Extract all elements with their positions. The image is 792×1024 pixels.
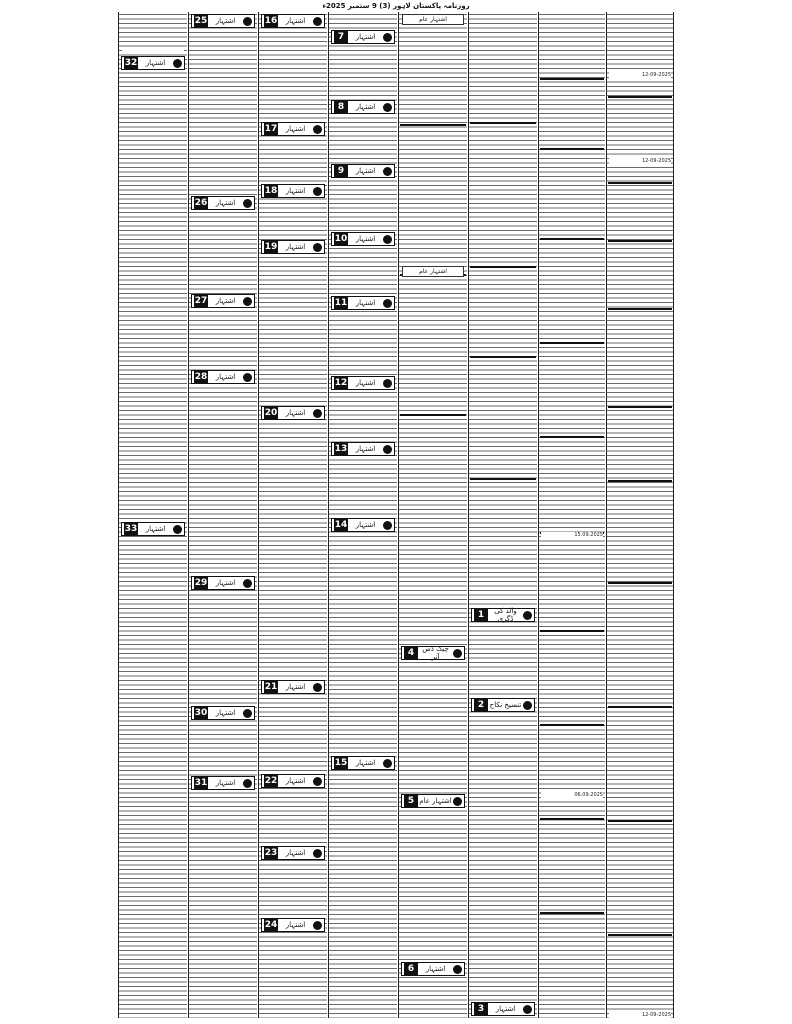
text-block [329,12,397,1018]
emblem-icon [173,525,182,534]
section-number: 7 [334,30,348,44]
text-block [469,12,537,1018]
section-title: والد کی ڈگری [494,607,517,623]
emblem-icon [173,59,182,68]
emblem-icon [243,297,252,306]
section-number: 22 [264,776,278,786]
section-number: 1 [474,608,488,622]
emblem-icon [313,17,322,26]
rule [608,182,672,184]
section-number: 15 [334,758,348,768]
emblem-icon [383,379,392,388]
rule [608,308,672,310]
section-title: اشتہار [425,965,446,973]
emblem-icon [313,849,322,858]
emblem-icon [453,797,462,806]
section-number: 27 [194,296,208,306]
emblem-icon [383,167,392,176]
section-header-25 [191,14,255,28]
rule [540,78,604,80]
text-block [539,12,605,1018]
subheading: اشتہار عام [402,14,464,25]
section-header-8 [331,100,395,114]
emblem-icon [313,187,322,196]
section-header-14 [331,518,395,532]
section-number: 33 [124,524,138,534]
rule [608,240,672,242]
rule [540,912,604,914]
emblem-icon [383,521,392,530]
emblem-icon [523,701,532,710]
section-number: 14 [334,520,348,530]
emblem-icon [383,33,392,42]
section-title: اشتہار [215,297,236,305]
section-number: 20 [264,408,278,418]
section-header-20 [261,406,325,420]
section-title: اشتہار [355,103,376,111]
section-title: چیک ڈس آنر [422,645,449,661]
emblem-icon [243,373,252,382]
emblem-icon [243,17,252,26]
masthead-text: روزنامہ پاکستان لاہور (3) 9 ستمبر 2025ء [322,2,470,10]
rule [540,818,604,820]
section-header-11 [331,296,395,310]
rule [540,724,604,726]
date-stamp: 12-09-2025 [609,1012,671,1018]
emblem-icon [243,579,252,588]
section-title: اشتہار [355,379,376,387]
emblem-icon [383,235,392,244]
section-header-29 [191,576,255,590]
section-title: اشتہار [355,235,376,243]
section-number: 5 [404,794,418,808]
section-number: 31 [194,778,208,788]
date-stamp: 12-09-2025 [609,158,671,165]
rule [540,148,604,150]
text-block [119,12,187,1018]
column-2 [188,12,257,1018]
masthead [0,0,792,12]
section-header-23 [261,846,325,860]
emblem-icon [383,445,392,454]
section-title: اشتہار [215,579,236,587]
column-1 [118,12,187,1018]
section-number: 8 [334,100,348,114]
ad-blank [122,48,184,54]
section-header-9 [331,164,395,178]
emblem-icon [383,299,392,308]
section-header-2 [471,698,535,712]
rule [608,406,672,408]
section-header-26 [191,196,255,210]
section-title: اشتہار [215,373,236,381]
emblem-icon [313,125,322,134]
date-stamp: 12-09-2025 [609,72,671,79]
section-header-33 [121,522,185,536]
emblem-icon [313,683,322,692]
section-number: 23 [264,848,278,858]
section-header-6 [401,962,465,976]
section-title: اشتہار [285,683,306,691]
text-block [399,12,467,1018]
text-block [259,12,327,1018]
section-title: اشتہار [285,125,306,133]
rule [400,124,466,126]
section-header-7 [331,30,395,44]
section-header-30 [191,706,255,720]
rule [540,342,604,344]
rule [608,96,672,98]
emblem-icon [313,921,322,930]
emblem-icon [523,1005,532,1014]
rule [470,478,536,480]
rule [540,630,604,632]
section-header-31 [191,776,255,790]
date-stamp: 15.09.2025 [541,532,603,539]
section-title: اشتہار [355,299,376,307]
section-header-10 [331,232,395,246]
section-title: اشتہار [355,759,376,767]
section-title: اشتہار [285,849,306,857]
section-number: 18 [264,186,278,196]
emblem-icon [313,243,322,252]
section-number: 9 [334,164,348,178]
section-header-24 [261,918,325,932]
section-header-12 [331,376,395,390]
section-number: 12 [334,378,348,388]
section-header-13 [331,442,395,456]
section-number: 6 [404,962,418,976]
section-title: اشتہار [355,33,376,41]
section-header-21 [261,680,325,694]
section-title: اشتہار [285,777,306,785]
rule [608,820,672,822]
section-title: اشتہار [215,199,236,207]
section-number: 29 [194,578,208,588]
rule [400,414,466,416]
rule [608,480,672,482]
column-7 [538,12,605,1018]
rule [608,582,672,584]
section-title: اشتہار [355,521,376,529]
section-header-28 [191,370,255,384]
column-5 [398,12,467,1018]
section-number: 3 [474,1002,488,1016]
rule [608,934,672,936]
rule [470,356,536,358]
section-number: 25 [194,16,208,26]
section-header-22 [261,774,325,788]
section-title: تنسیخ نکاح [489,701,522,709]
section-number: 10 [334,234,348,244]
section-header-15 [331,756,395,770]
emblem-icon [383,103,392,112]
rule [608,706,672,708]
section-title: اشتہار [215,709,236,717]
emblem-icon [523,611,532,620]
section-header-32 [121,56,185,70]
section-number: 24 [264,920,278,930]
rule [470,122,536,124]
date-stamp: 06.09.2025 [541,792,603,799]
section-header-3 [471,1002,535,1016]
section-number: 4 [404,646,418,660]
section-header-1 [471,608,535,622]
section-number: 19 [264,242,278,252]
column-6 [468,12,537,1018]
emblem-icon [383,759,392,768]
section-title: اشتہار [215,779,236,787]
section-header-18 [261,184,325,198]
section-header-19 [261,240,325,254]
column-8 [606,12,674,1018]
emblem-icon [243,779,252,788]
section-title: اشتہار [355,167,376,175]
section-number: 28 [194,372,208,382]
rule [540,238,604,240]
subheading: اشتہار عام [402,266,464,277]
text-block [189,12,257,1018]
section-title: اشتہار [355,445,376,453]
section-title: اشتہار [145,525,166,533]
column-4 [328,12,397,1018]
section-number: 21 [264,682,278,692]
section-title: اشتہار [285,243,306,251]
section-number: 32 [124,58,138,68]
rule [470,266,536,268]
emblem-icon [313,409,322,418]
rule [540,436,604,438]
emblem-icon [243,199,252,208]
section-header-17 [261,122,325,136]
section-header-16 [261,14,325,28]
section-title: اشتہار [285,17,306,25]
section-number: 13 [334,444,348,454]
column-3 [258,12,327,1018]
section-number: 17 [264,124,278,134]
section-number: 30 [194,708,208,718]
section-title: اشتہار [285,187,306,195]
section-number: 11 [334,298,348,308]
section-title: اشتہار [285,409,306,417]
section-number: 2 [474,698,488,712]
section-header-4 [401,646,465,660]
section-header-5 [401,794,465,808]
section-title: اشتہار [145,59,166,67]
section-title: اشتہار [285,921,306,929]
section-title: اشتہار عام [419,797,452,805]
section-number: 26 [194,198,208,208]
emblem-icon [243,709,252,718]
emblem-icon [453,965,462,974]
section-title: اشتہار [495,1005,516,1013]
section-number: 16 [264,16,278,26]
emblem-icon [313,777,322,786]
emblem-icon [453,649,462,658]
section-header-27 [191,294,255,308]
section-title: اشتہار [215,17,236,25]
